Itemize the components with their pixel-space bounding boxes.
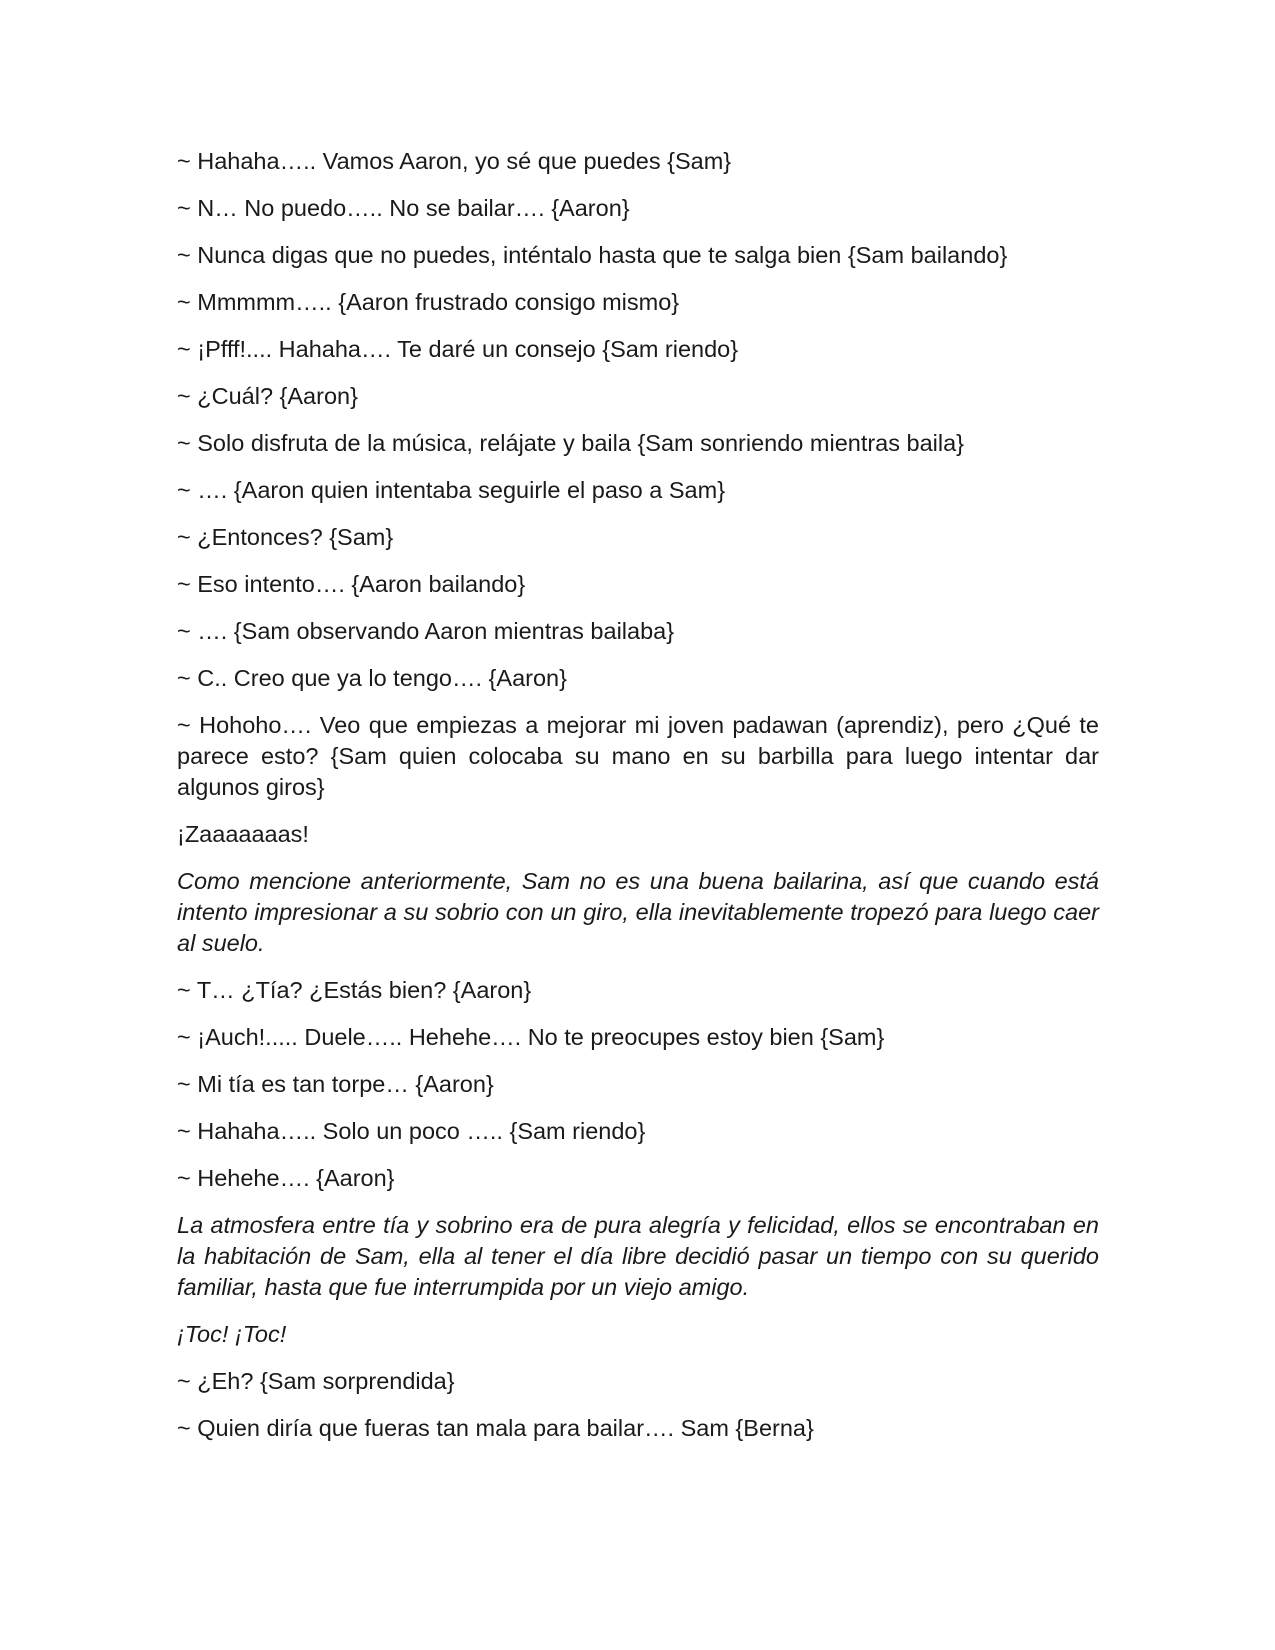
dialogue-line: ~ ¿Eh? {Sam sorprendida} bbox=[177, 1368, 455, 1394]
document-page bbox=[177, 146, 1099, 1460]
narration-paragraph: La atmosfera entre tía y sobrino era de pura alegría y felicidad, ellos se encontraban en la habitación de Sam, ella al tener el día libre decidió pasar un tiempo con su querido familiar, hasta que fue interrumpida por un viejo amigo. bbox=[177, 1212, 1099, 1300]
dialogue-line: ~ …. {Aaron quien intentaba seguirle el paso a Sam} bbox=[177, 477, 726, 503]
dialogue-line: ~ Hahaha….. Solo un poco ….. {Sam riendo} bbox=[177, 1118, 646, 1144]
narration-paragraph: Como mencione anteriormente, Sam no es una buena bailarina, así que cuando está intento impresionar a su sobrio con un giro, ella inevitablemente tropezó para luego caer al suelo. bbox=[177, 868, 1099, 956]
dialogue-line: ~ C.. Creo que ya lo tengo…. {Aaron} bbox=[177, 665, 567, 691]
dialogue-line: ~ Hehehe…. {Aaron} bbox=[177, 1165, 395, 1191]
dialogue-line: ~ T… ¿Tía? ¿Estás bien? {Aaron} bbox=[177, 977, 532, 1003]
dialogue-line: ~ Hohoho…. Veo que empiezas a mejorar mi joven padawan (aprendiz), pero ¿Qué te parece esto? {Sam quien colocaba su mano en su barbilla para luego intentar dar algunos giros} bbox=[177, 712, 1099, 800]
sound-effect: ¡Zaaaaaaas! bbox=[177, 821, 309, 847]
dialogue-line: ~ ¡Pfff!.... Hahaha…. Te daré un consejo {Sam riendo} bbox=[177, 336, 739, 362]
dialogue-line: ~ Nunca digas que no puedes, inténtalo hasta que te salga bien {Sam bailando} bbox=[177, 242, 1008, 268]
dialogue-line: ~ ¿Cuál? {Aaron} bbox=[177, 383, 358, 409]
dialogue-line: ~ Mmmmm….. {Aaron frustrado consigo mismo} bbox=[177, 289, 680, 315]
dialogue-line: ~ N… No puedo….. No se bailar…. {Aaron} bbox=[177, 195, 630, 221]
dialogue-line: ~ Quien diría que fueras tan mala para bailar…. Sam {Berna} bbox=[177, 1415, 814, 1441]
dialogue-line: ~ ¿Entonces? {Sam} bbox=[177, 524, 394, 550]
sound-effect: ¡Toc! ¡Toc! bbox=[177, 1321, 287, 1347]
dialogue-line: ~ Eso intento…. {Aaron bailando} bbox=[177, 571, 526, 597]
dialogue-line: ~ Solo disfruta de la música, relájate y baila {Sam sonriendo mientras baila} bbox=[177, 430, 965, 456]
dialogue-line: ~ …. {Sam observando Aaron mientras bailaba} bbox=[177, 618, 675, 644]
dialogue-line: ~ Hahaha….. Vamos Aaron, yo sé que puedes {Sam} bbox=[177, 148, 732, 174]
dialogue-line: ~ ¡Auch!..... Duele….. Hehehe…. No te preocupes estoy bien {Sam} bbox=[177, 1024, 885, 1050]
dialogue-line: ~ Mi tía es tan torpe… {Aaron} bbox=[177, 1071, 494, 1097]
